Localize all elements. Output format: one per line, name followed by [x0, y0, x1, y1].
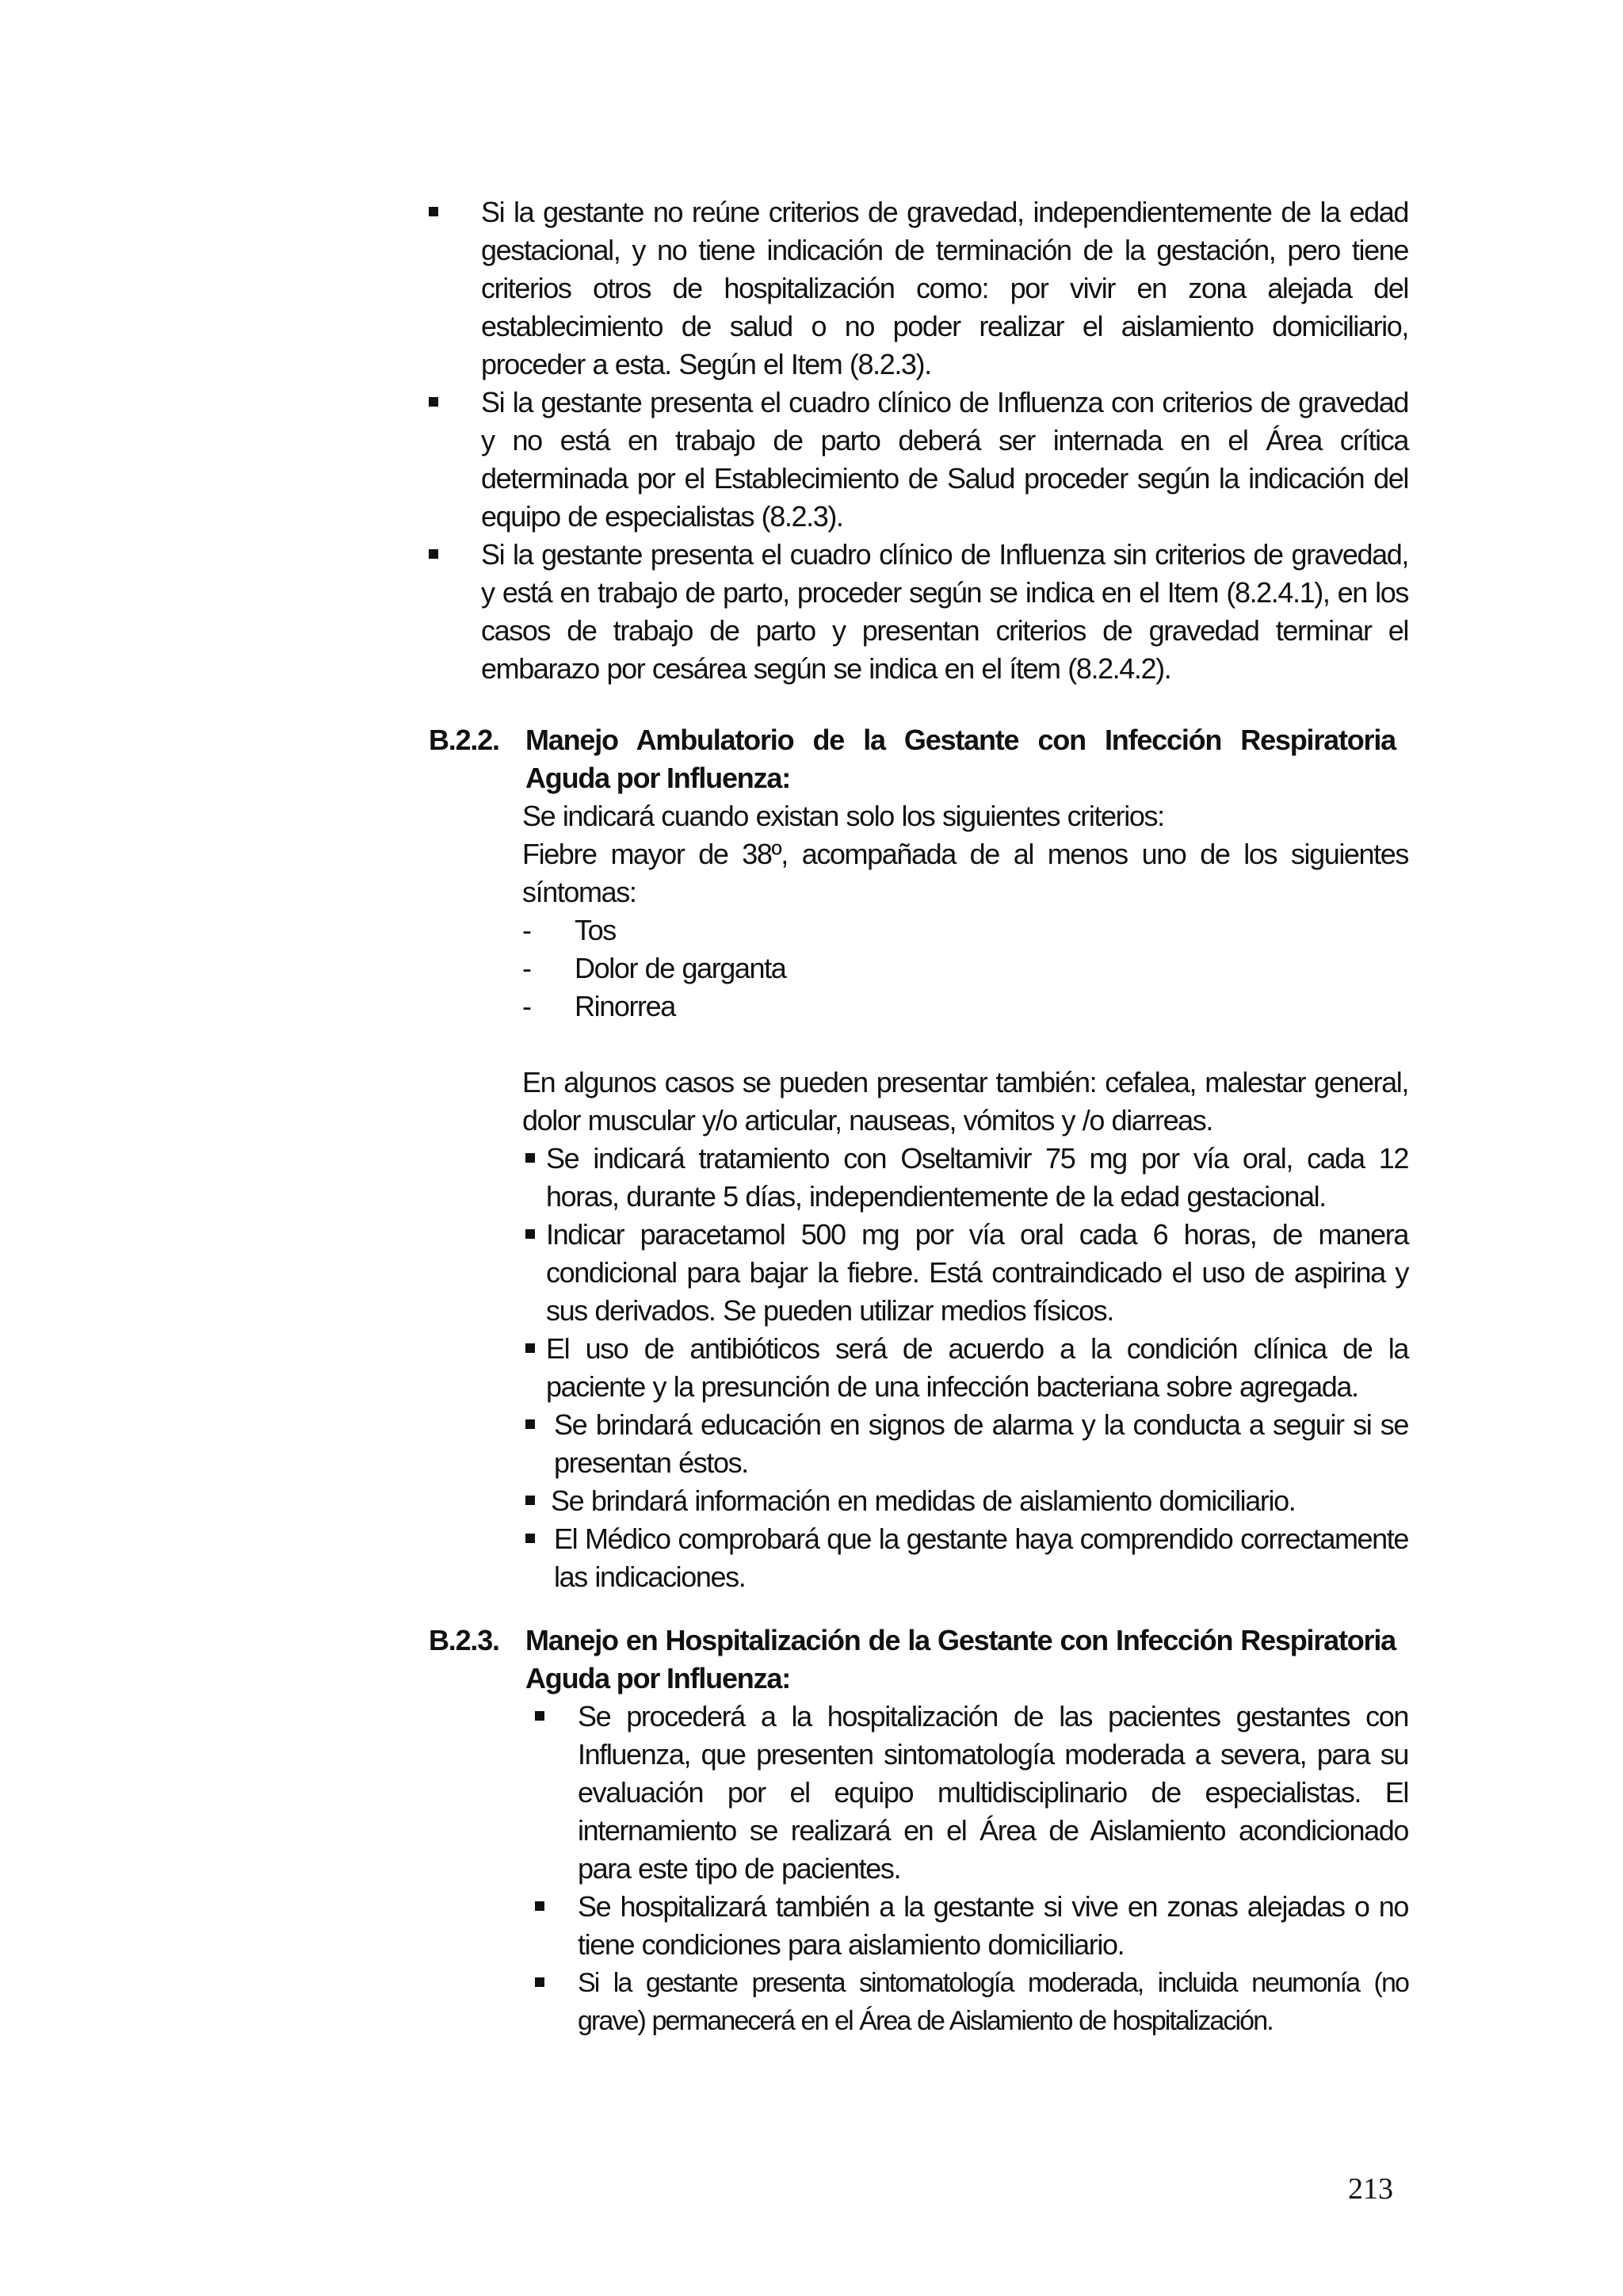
section-title: Manejo Ambulatorio de la Gestante con Infección Respiratoria Aguda por Influenza: — [525, 724, 1396, 794]
list-item-text: El uso de antibióticos será de acuerdo a la condición clínica de la paciente y la presunción de una infección bacteriana sobre agregada. — [546, 1332, 1408, 1403]
square-bullet-icon — [525, 1153, 535, 1163]
section-body — [532, 1698, 1408, 2040]
fever-text: Fiebre mayor de 38º, acompañada de al menos uno de los siguientes síntomas: — [522, 838, 1408, 908]
list-item — [522, 1406, 1408, 1482]
square-bullet-icon — [525, 1496, 535, 1505]
list-item — [429, 193, 1408, 384]
symptom-text: Rinorrea — [575, 990, 675, 1022]
list-item — [429, 384, 1408, 536]
square-bullet-icon — [525, 1343, 535, 1353]
other-symptoms-text: En algunos casos se pueden presentar también: cefalea, malestar general, dolor muscular y/o articular, nauseas, vómitos y /o diarreas. — [522, 1066, 1408, 1137]
symptom-list — [522, 911, 1408, 1026]
section-number: B.2.2. — [429, 724, 499, 756]
section-number: B.2.3. — [429, 1624, 499, 1656]
list-item-text: Si la gestante presenta el cuadro clínico de Influenza sin criterios de gravedad, y está en trabajo de parto, proceder según se indica en el Item (8.2.4.1), en los casos de trabajo de parto y presentan criterios de gravedad terminar el embarazo por cesárea según se indica en el ítem (8.2.4.2). — [481, 538, 1408, 685]
treatment-list — [522, 1140, 1408, 1596]
square-bullet-icon — [429, 207, 438, 216]
dash-marker: - — [522, 990, 532, 1022]
list-item — [532, 1964, 1408, 2040]
list-item-text: Se brindará información en medidas de aislamiento domiciliario. — [551, 1484, 1296, 1517]
square-bullet-icon — [535, 1977, 544, 1987]
page-number: 213 — [1348, 2172, 1393, 2206]
list-item — [429, 536, 1408, 688]
list-item — [532, 1698, 1408, 1888]
list-item — [532, 1888, 1408, 1964]
symptom-text: Dolor de garganta — [575, 952, 786, 984]
list-item-text: Si la gestante no reúne criterios de gravedad, independientemente de la edad gestacional, y no tiene indicación de terminación de la gestación, pero tiene criterios otros de hospitalización como: por vivir en zona alejada del establecimiento de salud o no poder realizar el aislamiento domiciliario, proceder a esta. Según el Item (8.2.3). — [481, 196, 1408, 380]
square-bullet-icon — [429, 397, 438, 407]
list-item-text: Se hospitalizará también a la gestante si vive en zonas alejadas o no tiene condiciones para aislamiento domiciliario. — [578, 1890, 1408, 1961]
list-item-text: Se indicará tratamiento con Oseltamivir 75 mg por vía oral, cada 12 horas, durante 5 días, independientemente de la edad gestacional. — [546, 1142, 1408, 1213]
list-item — [522, 1520, 1408, 1596]
list-item-text: Si la gestante presenta el cuadro clínico de Influenza con criterios de gravedad y no está en trabajo de parto deberá ser internada en el Área crítica determinada por el Establecimiento de Salud proceder según la indicación del equipo de especialistas (8.2.3). — [481, 386, 1408, 533]
list-item-text: Se brindará educación en signos de alarma y la conducta a seguir si se presentan éstos. — [554, 1408, 1408, 1479]
list-item — [522, 911, 1408, 949]
list-item-text: Se procederá a la hospitalización de las pacientes gestantes con Influenza, que presenten sintomatología moderada a severa, para su evaluación por el equipo multidisciplinario de especialistas. El internamiento se realizará en el Área de Aislamiento acondicionado para este tipo de pacientes. — [578, 1700, 1408, 1885]
list-item-text: Indicar paracetamol 500 mg por vía oral cada 6 horas, de manera condicional para bajar la fiebre. Está contraindicado el uso de aspirina y sus derivados. Se pueden utilizar medios físicos. — [546, 1218, 1408, 1327]
list-item — [522, 988, 1408, 1026]
dash-marker: - — [522, 914, 532, 946]
dash-marker: - — [522, 952, 532, 984]
square-bullet-icon — [525, 1419, 535, 1429]
list-item — [522, 1216, 1408, 1330]
intro-text: Se indicará cuando existan solo los siguientes criterios: — [522, 800, 1164, 832]
list-item — [522, 949, 1408, 988]
list-item — [522, 1140, 1408, 1216]
square-bullet-icon — [429, 549, 438, 559]
section-body — [522, 797, 1408, 1596]
section-b22 — [429, 721, 1408, 1596]
section-title: Manejo en Hospitalización de la Gestante con Infección Respiratoria Aguda por Influenza: — [525, 1624, 1396, 1694]
square-bullet-icon — [525, 1534, 535, 1543]
section-b23 — [429, 1622, 1408, 2040]
list-item-text: Si la gestante presenta sintomatología moderada, incluida neumonía (no grave) permanecerá en el Área de Aislamiento de hospitalización. — [578, 1968, 1408, 2036]
section-heading — [429, 1622, 1408, 1698]
list-item-text: El Médico comprobará que la gestante haya comprendido correctamente las indicaciones. — [554, 1522, 1408, 1593]
list-item — [522, 1482, 1408, 1520]
symptom-text: Tos — [575, 914, 616, 946]
square-bullet-icon — [535, 1711, 544, 1721]
list-item — [522, 1330, 1408, 1406]
section-heading — [429, 721, 1408, 797]
square-bullet-icon — [525, 1229, 535, 1239]
square-bullet-icon — [535, 1901, 544, 1911]
top-bullet-list — [429, 193, 1408, 688]
